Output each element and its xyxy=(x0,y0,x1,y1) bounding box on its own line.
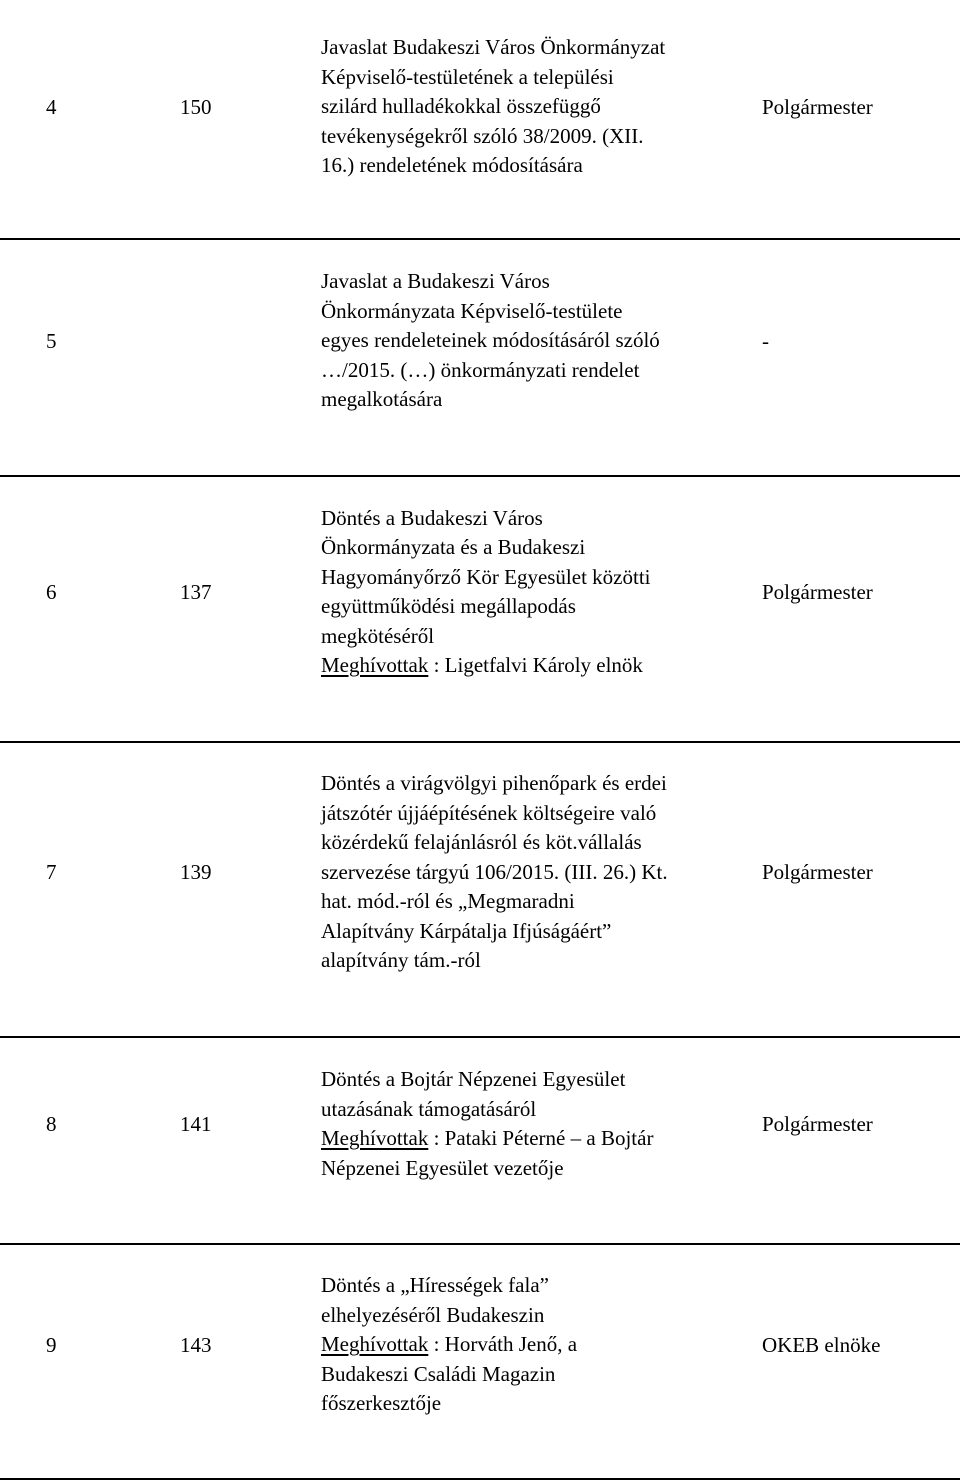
description-line: tevékenységekről szóló 38/2009. (XII. xyxy=(321,123,644,148)
description-line: Önkormányzata Képviselő-testülete xyxy=(321,298,623,323)
item-description xyxy=(321,1065,741,1183)
item-description xyxy=(321,503,741,681)
invited-label: Meghívottak xyxy=(321,1332,429,1357)
item-description xyxy=(321,1271,741,1419)
item-description xyxy=(321,769,741,976)
item-number xyxy=(46,33,106,181)
description-line: megalkotására xyxy=(321,387,443,412)
description-line: elhelyezéséről Budakeszin xyxy=(321,1302,545,1327)
description-line: játszótér újjáépítésének költségeire való xyxy=(321,800,657,825)
description-line: közérdekű felajánlásról és köt.vállalás xyxy=(321,830,642,855)
item-number-text: 8 xyxy=(46,1111,57,1136)
description-line: együttműködési megállapodás xyxy=(321,594,576,618)
description-line: szervezése tárgyú 106/2015. (III. 26.) Kt. xyxy=(321,859,668,884)
item-number xyxy=(46,503,106,681)
description-line: Önkormányzata és a Budakeszi xyxy=(321,535,586,559)
item-presenter xyxy=(762,769,957,976)
row-divider xyxy=(0,1036,960,1038)
invited-line: Népzenei Egyesület vezetője xyxy=(321,1155,564,1180)
item-id xyxy=(180,267,260,415)
row-divider xyxy=(0,1243,960,1245)
item-presenter xyxy=(762,267,957,415)
description-line: Javaslat Budakeszi Város Önkormányzat xyxy=(321,35,666,60)
invited-line xyxy=(321,1124,653,1154)
item-number-text: 9 xyxy=(46,1332,57,1357)
item-number xyxy=(46,1271,106,1419)
invited-line xyxy=(321,651,651,681)
item-presenter xyxy=(762,33,957,181)
item-presenter xyxy=(762,1065,957,1183)
presenter-text: Polgármester xyxy=(762,860,873,884)
row-divider xyxy=(0,475,960,477)
item-id-text: 150 xyxy=(180,94,212,119)
description-line: szilárd hulladékokkal összefüggő xyxy=(321,94,601,119)
item-description xyxy=(321,33,741,181)
item-id xyxy=(180,33,260,181)
item-id-text: 143 xyxy=(180,1332,212,1357)
item-id-text: 139 xyxy=(180,860,212,884)
description-line: Döntés a Bojtár Népzenei Egyesület xyxy=(321,1067,626,1091)
row-divider xyxy=(0,741,960,743)
invited-label: Meghívottak xyxy=(321,653,429,677)
table-row xyxy=(0,769,960,976)
item-number xyxy=(46,267,106,415)
description-line: Képviselő-testületének a települési xyxy=(321,64,614,89)
description-line: Döntés a virágvölgyi pihenőpark és erdei xyxy=(321,771,667,796)
item-id xyxy=(180,503,260,681)
description-line: Döntés a „Hírességek fala” xyxy=(321,1273,549,1298)
item-number-text: 6 xyxy=(46,579,57,604)
item-description xyxy=(321,267,741,415)
item-number xyxy=(46,769,106,976)
item-number-text: 4 xyxy=(46,94,57,119)
invited-line: Budakeszi Családi Magazin xyxy=(321,1361,556,1386)
description-line: Javaslat a Budakeszi Város xyxy=(321,269,550,294)
description-line: utazásának támogatásáról xyxy=(321,1096,537,1121)
table-row xyxy=(0,267,960,415)
item-number xyxy=(46,1065,106,1183)
description-line: Döntés a Budakeszi Város xyxy=(321,505,543,530)
table-row xyxy=(0,1065,960,1183)
invited-text: : Horváth Jenő, a xyxy=(428,1332,578,1357)
item-id-text: 137 xyxy=(180,579,212,604)
presenter-text: Polgármester xyxy=(762,1111,873,1136)
description-line: …/2015. (…) önkormányzati rendelet xyxy=(321,357,640,382)
table-row xyxy=(0,503,960,681)
description-line: Alapítvány Kárpátalja Ifjúságáért” xyxy=(321,918,612,943)
invited-line: főszerkesztője xyxy=(321,1391,442,1416)
item-id-text: 141 xyxy=(180,1111,212,1136)
description-line: 16.) rendeletének módosítására xyxy=(321,153,583,178)
table-row xyxy=(0,1271,960,1419)
presenter-text: OKEB elnöke xyxy=(762,1332,881,1357)
presenter-text: - xyxy=(762,328,769,353)
row-divider xyxy=(0,1478,960,1480)
item-presenter xyxy=(762,1271,957,1419)
invited-line xyxy=(321,1330,577,1360)
table-row xyxy=(0,33,960,181)
invited-text: : Ligetfalvi Károly elnök xyxy=(428,653,643,677)
item-id xyxy=(180,1065,260,1183)
description-line: egyes rendeleteinek módosításáról szóló xyxy=(321,328,660,353)
description-line: megkötéséről xyxy=(321,623,435,648)
row-divider xyxy=(0,238,960,240)
invited-text: : Pataki Péterné – a Bojtár xyxy=(428,1126,654,1150)
invited-label: Meghívottak xyxy=(321,1126,429,1150)
item-number-text: 7 xyxy=(46,860,57,884)
presenter-text: Polgármester xyxy=(762,579,873,604)
item-presenter xyxy=(762,503,957,681)
item-number-text: 5 xyxy=(46,328,57,353)
item-id xyxy=(180,769,260,976)
item-id xyxy=(180,1271,260,1419)
presenter-text: Polgármester xyxy=(762,94,873,119)
description-line: hat. mód.-ról és „Megmaradni xyxy=(321,889,575,914)
description-line: alapítvány tám.-ról xyxy=(321,948,481,973)
description-line: Hagyományőrző Kör Egyesület közötti xyxy=(321,564,651,589)
